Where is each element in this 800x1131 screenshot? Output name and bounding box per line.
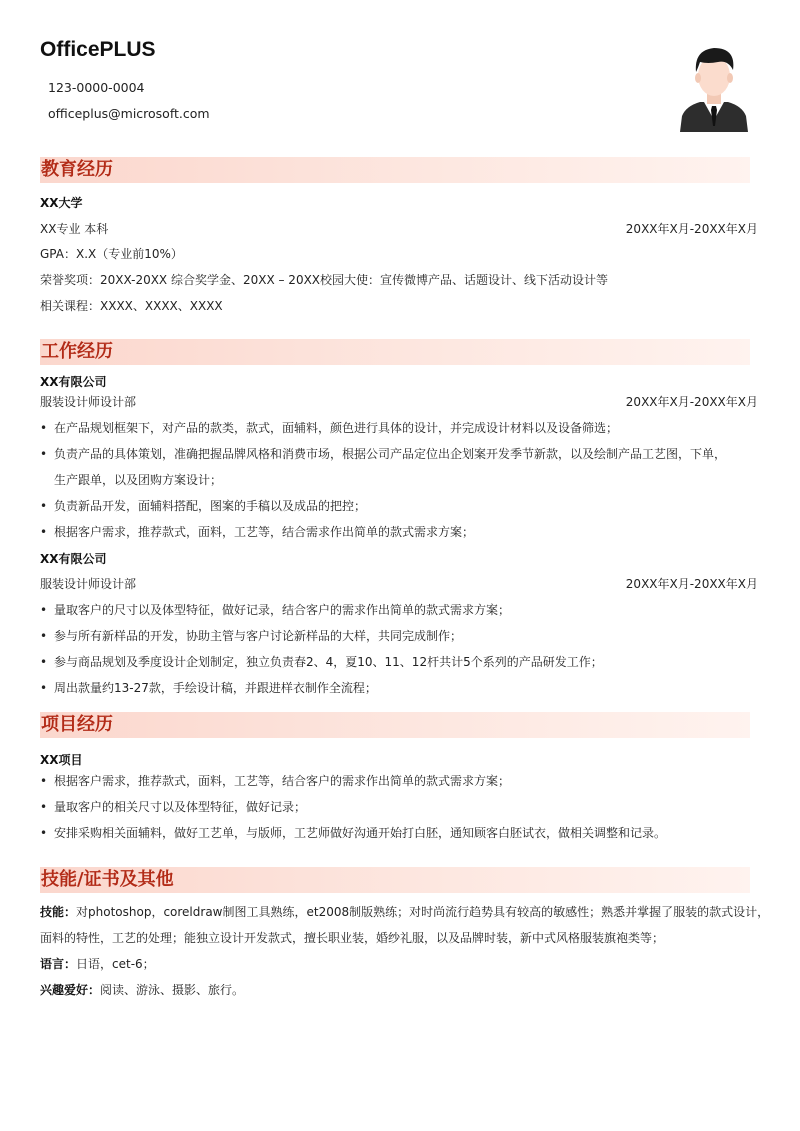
projects-title: 项目经历 xyxy=(41,714,113,735)
job-bullet: • 在产品规划框架下，对产品的款类，款式，面辅料，颜色进行具体的设计，并完成设计材料以及设备筛选； xyxy=(40,421,619,435)
job-bullet: • 量取客户的尺寸以及体型特征，做好记录，结合客户的需求作出简单的款式需求方案； xyxy=(40,603,511,617)
job-role: 服装设计师设计部 xyxy=(40,577,137,591)
hobby-line: 兴趣爱好：阅读、游泳、摄影、旅行。 xyxy=(40,983,245,997)
work-title: 工作经历 xyxy=(41,341,113,362)
job-bullet: • 负责新品开发，面辅料搭配，图案的手稿以及成品的把控； xyxy=(40,499,367,513)
bullet-icon: • xyxy=(40,629,48,643)
school-name: XX大学 xyxy=(40,196,83,210)
bullet-icon: • xyxy=(40,421,48,435)
major: XX专业 本科 xyxy=(40,222,109,236)
job-bullet: • 根据客户需求，推荐款式，面料，工艺等，结合需求作出简单的款式需求方案； xyxy=(40,525,475,539)
education-title: 教育经历 xyxy=(41,159,113,180)
bullet-icon: • xyxy=(40,603,48,617)
project-name: XX项目 xyxy=(40,753,83,767)
education-section-bar xyxy=(40,157,750,183)
bullet-icon: • xyxy=(40,525,48,539)
bullet-icon: • xyxy=(40,499,48,513)
job-bullet: • 周出款量约13-27款，手绘设计稿，并跟进样衣制作全流程； xyxy=(40,681,377,695)
company-name: XX有限公司 xyxy=(40,375,107,389)
language-line: 语言：日语，cet-6； xyxy=(40,957,155,971)
project-bullet: • 安排采购相关面辅料，做好工艺单，与版师，工艺师做好沟通开始打白胚，通知顾客白胚试衣，做相关调整和记录。 xyxy=(40,826,667,840)
skills-line: 技能：对photoshop，coreldraw制图工具熟练，et2008制版熟练；对时尚流行趋势具有较高的敏感性；熟悉并掌握了服装的款式设计， xyxy=(40,905,770,919)
courses: 相关课程：XXXX、XXXX、XXXX xyxy=(40,299,223,313)
projects-section-bar xyxy=(40,712,750,738)
project-bullet: • 量取客户的相关尺寸以及体型特征，做好记录； xyxy=(40,800,307,814)
hobby-label: 兴趣爱好： xyxy=(40,983,101,997)
candidate-name: OfficePLUS xyxy=(40,38,156,61)
gpa: GPA：X.X（专业前10%） xyxy=(40,247,183,261)
avatar-icon xyxy=(678,40,750,132)
job-bullet-continuation: 生产跟单，以及团购方案设计； xyxy=(54,473,223,487)
education-date: 20XX年X月-20XX年X月 xyxy=(625,222,758,236)
phone-number: 123-0000-0004 xyxy=(48,80,145,95)
job-date: 20XX年X月-20XX年X月 xyxy=(625,577,758,591)
honors: 荣誉奖项：20XX-20XX 综合奖学金、20XX – 20XX校园大使：宣传微博产品、话题设计、线下活动设计等 xyxy=(40,273,609,287)
skills-line-continuation: 面料的特性，工艺的处理；能独立设计开发款式，擅长职业装，婚纱礼服，以及品牌时装，新中式风格服装旗袍类等； xyxy=(40,931,665,945)
job-bullet: • 参与所有新样品的开发，协助主管与客户讨论新样品的大样，共同完成制作； xyxy=(40,629,463,643)
skills-label: 技能： xyxy=(40,905,77,919)
company-name: XX有限公司 xyxy=(40,552,107,566)
bullet-icon: • xyxy=(40,447,48,461)
skills-title: 技能/证书及其他 xyxy=(41,869,174,890)
work-section-bar xyxy=(40,339,750,365)
bullet-icon: • xyxy=(40,826,48,840)
bullet-icon: • xyxy=(40,774,48,788)
bullet-icon: • xyxy=(40,800,48,814)
bullet-icon: • xyxy=(40,681,48,695)
project-bullet: • 根据客户需求，推荐款式，面料，工艺等，结合客户的需求作出简单的款式需求方案； xyxy=(40,774,511,788)
job-bullet: • 负责产品的具体策划，准确把握品牌风格和消费市场，根据公司产品定位出企划案开发季节新款，以及绘制产品工艺图，下单， xyxy=(40,447,727,461)
job-date: 20XX年X月-20XX年X月 xyxy=(625,395,758,409)
email-address: officeplus@microsoft.com xyxy=(48,106,210,121)
bullet-icon: • xyxy=(40,655,48,669)
job-bullet: • 参与商品规划及季度设计企划制定，独立负责春2、4，夏10、11、12杆共计5个系列的产品研发工作； xyxy=(40,655,603,669)
language-label: 语言： xyxy=(40,957,77,971)
job-role: 服装设计师设计部 xyxy=(40,395,137,409)
